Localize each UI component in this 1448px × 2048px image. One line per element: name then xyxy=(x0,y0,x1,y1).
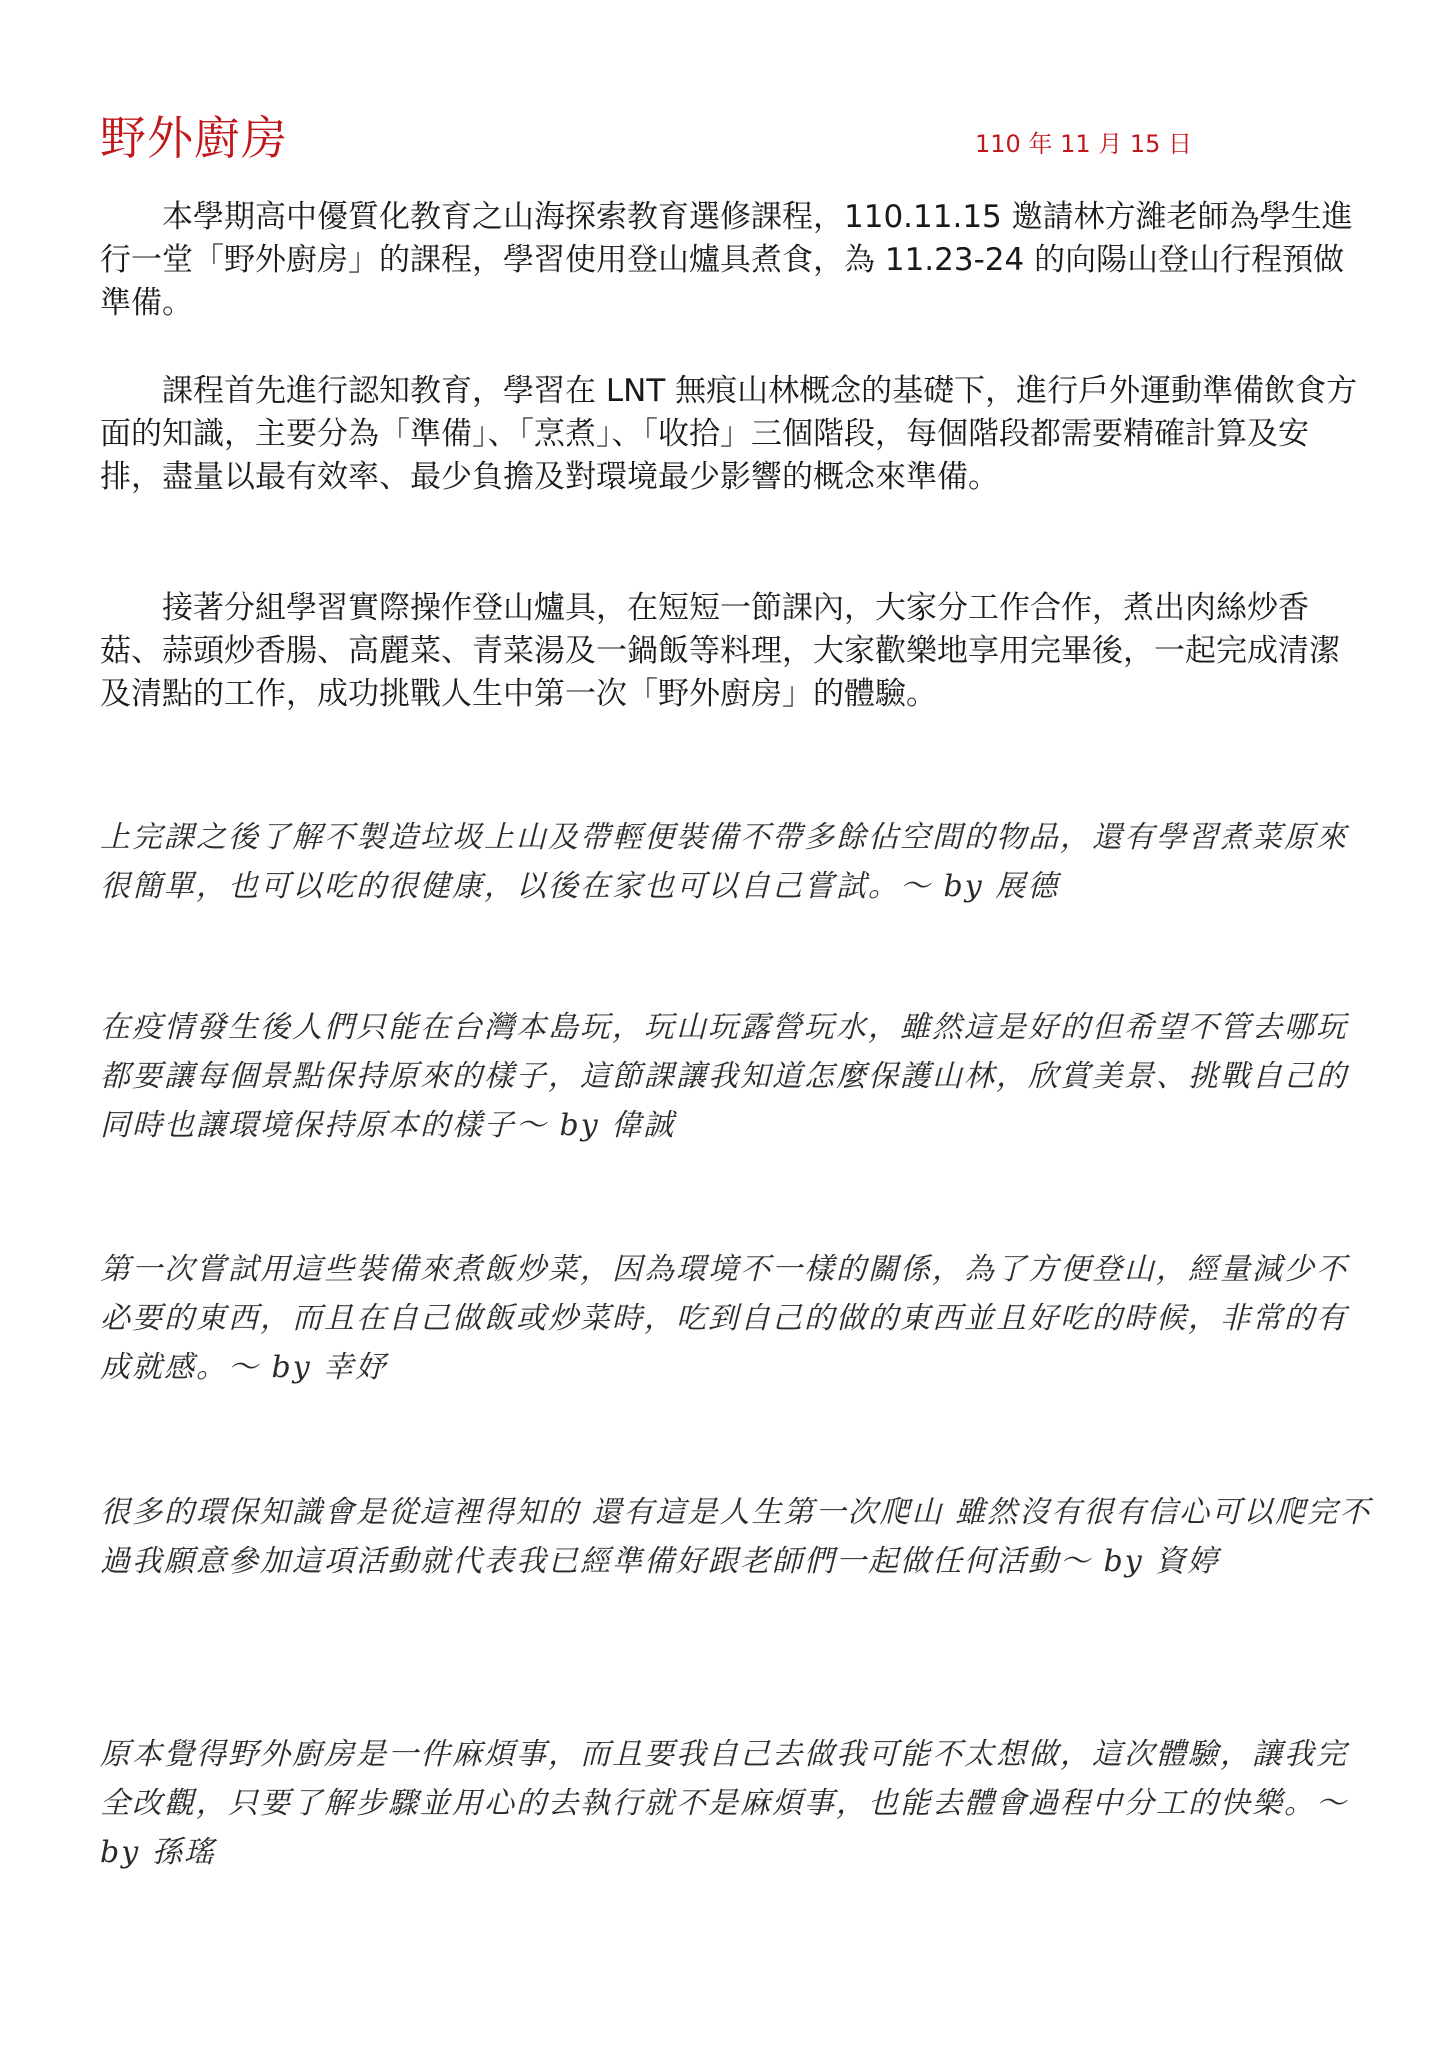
body-paragraph-cognition: 課程首先進行認知教育，學習在 LNT 無痕山林概念的基礎下，進行戶外運動準備飲食方面的知識，主要分為「準備」、「烹煮」、「收拾」三個階段，每個階段都需要精確計算及安排，盡量以最有效率、最少負擔及對環境最少影響的概念來準備。 xyxy=(100,373,1358,495)
page-title: 野外廚房 xyxy=(100,111,288,165)
body-paragraph-intro: 本學期高中優質化教育之山海探索教育選修課程，110.11.15 邀請林方濰老師為學生進行一堂「野外廚房」的課程，學習使用登山爐具煮食，為 11.23-24 的向陽山登山行程預做準備。 xyxy=(100,199,1353,321)
student-quote: 很多的環保知識會是從這裡得知的 還有這是人生第一次爬山 雖然沒有很有信心可以爬完不過我願意參加這項活動就代表我已經準備好跟老師們一起做任何活動～ by 資婷 xyxy=(100,1495,1372,1579)
student-quote: 第一次嘗試用這些裝備來煮飯炒菜，因為環境不一樣的關係，為了方便登山，經量減少不必要的東西，而且在自己做飯或炒菜時，吃到自己的做的東西並且好吃的時候，非常的有成就感。～ by 幸妤 xyxy=(100,1252,1348,1385)
report-date: 110 年 11 月 15 日 xyxy=(975,130,1193,158)
student-quote: 在疫情發生後人們只能在台灣本島玩，玩山玩露營玩水，雖然這是好的但希望不管去哪玩都要讓每個景點保持原來的樣子，這節課讓我知道怎麼保護山林，欣賞美景、挑戰自己的同時也讓環境保持原本的樣子～ by 偉誠 xyxy=(100,1010,1348,1143)
body-paragraph-practice: 接著分組學習實際操作登山爐具，在短短一節課內，大家分工作合作，煮出肉絲炒香菇、蒜頭炒香腸、高麗菜、青菜湯及一鍋飯等料理，大家歡樂地享用完畢後，一起完成清潔及清點的工作，成功挑戰人生中第一次「野外廚房」的體驗。 xyxy=(100,590,1340,712)
student-quote: 上完課之後了解不製造垃圾上山及帶輕便裝備不帶多餘佔空間的物品，還有學習煮菜原來很簡單，也可以吃的很健康，以後在家也可以自己嘗試。～ by 展德 xyxy=(100,820,1348,904)
student-quote: 原本覺得野外廚房是一件麻煩事，而且要我自己去做我可能不太想做，這次體驗，讓我完全改觀，只要了解步驟並用心的去執行就不是麻煩事，也能去體會過程中分工的快樂。～ by 孫瑤 xyxy=(100,1737,1348,1870)
